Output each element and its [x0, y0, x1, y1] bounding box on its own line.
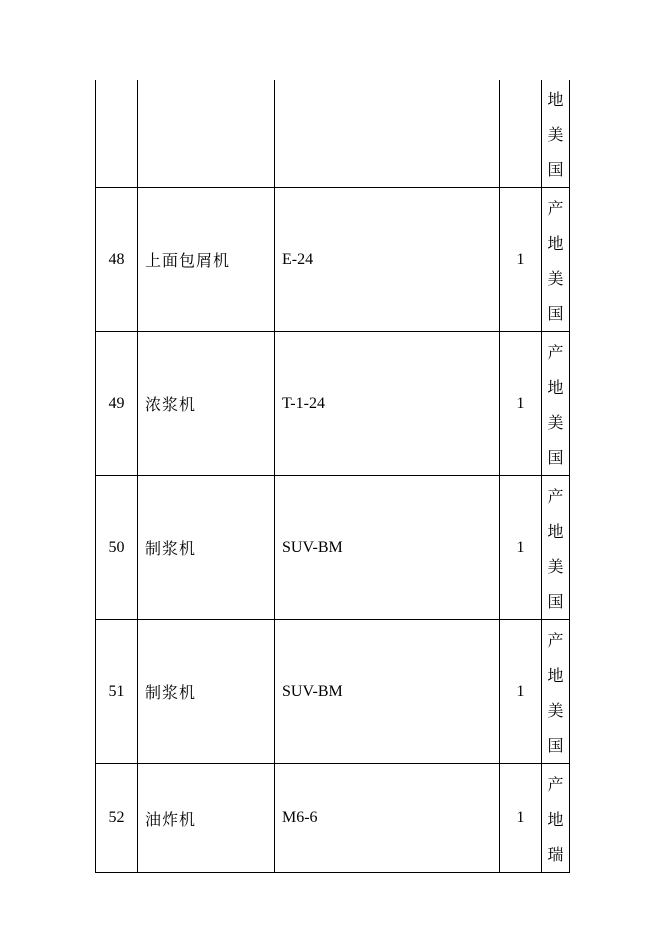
cell-origin: [542, 620, 570, 764]
cell-no: 52: [96, 764, 138, 873]
cell-qty: 1: [500, 620, 542, 764]
cell-model: SUV-BM: [275, 476, 500, 620]
origin-char: 国: [547, 736, 564, 755]
cell-model: M6-6: [275, 764, 500, 873]
cell-origin: [542, 332, 570, 476]
origin-char: 地: [547, 666, 564, 685]
cell-no: [96, 80, 138, 188]
cell-name: [138, 80, 275, 188]
equipment-table-container: [95, 80, 569, 873]
cell-no: 50: [96, 476, 138, 620]
cell-name: 浓浆机: [138, 332, 275, 476]
cell-qty: 1: [500, 476, 542, 620]
table-row: [96, 620, 570, 764]
cell-qty: 1: [500, 188, 542, 332]
origin-char: 美: [547, 269, 564, 288]
origin-char: 产: [547, 775, 564, 794]
origin-char: 产: [547, 631, 564, 650]
cell-qty: 1: [500, 332, 542, 476]
table-row: [96, 332, 570, 476]
cell-model: E-24: [275, 188, 500, 332]
table-row: [96, 476, 570, 620]
origin-char: 产: [547, 487, 564, 506]
origin-char: 地: [547, 90, 564, 109]
cell-no: 49: [96, 332, 138, 476]
cell-name: 上面包屑机: [138, 188, 275, 332]
origin-char: 国: [547, 160, 564, 179]
origin-char: 美: [547, 125, 564, 144]
origin-char: 国: [547, 448, 564, 467]
cell-no: 51: [96, 620, 138, 764]
table-row: [96, 764, 570, 873]
cell-name: 制浆机: [138, 476, 275, 620]
origin-char: 美: [547, 701, 564, 720]
cell-origin: [542, 80, 570, 188]
cell-model: T-1-24: [275, 332, 500, 476]
origin-char: 产: [547, 343, 564, 362]
cell-origin: [542, 476, 570, 620]
cell-qty: [500, 80, 542, 188]
origin-char: 地: [547, 378, 564, 397]
table-row-continuation: [96, 80, 570, 188]
table-row: [96, 188, 570, 332]
cell-origin: [542, 188, 570, 332]
origin-char: 地: [547, 810, 564, 829]
cell-no: 48: [96, 188, 138, 332]
origin-char: 地: [547, 234, 564, 253]
origin-char: 产: [547, 199, 564, 218]
cell-name: 油炸机: [138, 764, 275, 873]
origin-char: 国: [547, 592, 564, 611]
cell-name: 制浆机: [138, 620, 275, 764]
cell-qty: 1: [500, 764, 542, 873]
cell-model: [275, 80, 500, 188]
cell-origin: [542, 764, 570, 873]
cell-model: SUV-BM: [275, 620, 500, 764]
origin-char: 瑞: [547, 845, 564, 864]
equipment-table: [95, 80, 570, 873]
origin-char: 美: [547, 413, 564, 432]
origin-char: 美: [547, 557, 564, 576]
origin-char: 国: [547, 304, 564, 323]
origin-char: 地: [547, 522, 564, 541]
